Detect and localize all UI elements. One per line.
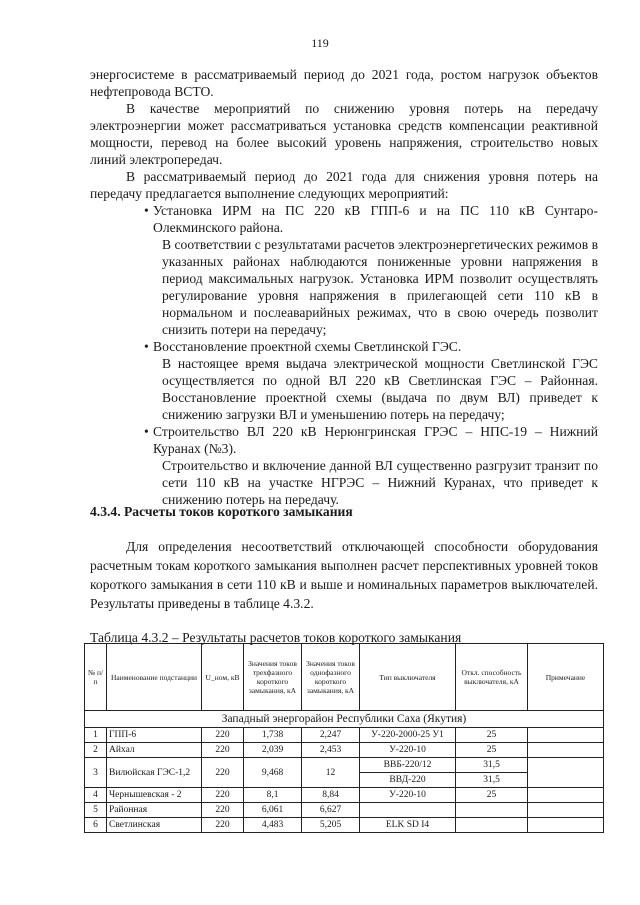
col-header-num: № п/ п: [85, 644, 107, 711]
cell-name: Районная: [107, 803, 202, 818]
cell-note: [528, 788, 604, 803]
bullet-text: Строительство и включение данной ВЛ существенно разгрузит транзит по сети 110 кВ на участке НГРЭС – Нижний Куранах, что приведет к снижению потерь на передачу.: [162, 458, 598, 507]
cell-note: [528, 818, 604, 833]
cell-note: [528, 803, 604, 818]
cell-i1: 8,84: [302, 788, 360, 803]
col-header-name: Наименование подстанции: [107, 644, 202, 711]
cell-voltage: 220: [202, 788, 244, 803]
cell-voltage: 220: [202, 818, 244, 833]
cell-breaker: [360, 803, 456, 818]
table-row: [85, 758, 604, 773]
table-caption: Таблица 4.3.2 – Результаты расчетов токов короткого замыкания: [90, 630, 462, 645]
paragraph-2: В рассматриваемый период до 2021 года для снижения уровня потерь на передачу предлагается выполнение следующих мероприятий:: [90, 169, 598, 201]
region-row: [85, 711, 604, 728]
table-row: [85, 743, 604, 758]
cell-capacity: 25: [456, 728, 528, 743]
body-text: [90, 66, 598, 508]
cell-name: Чернышевская - 2: [107, 788, 202, 803]
results-table: [84, 643, 604, 833]
bullet-icon: •: [144, 339, 149, 354]
cell-voltage: 220: [202, 743, 244, 758]
col-header-voltage: U_ном, кВ: [202, 644, 244, 711]
cell-i3: 4,483: [244, 818, 302, 833]
cell-i1: 2,453: [302, 743, 360, 758]
bullet-item-3: [90, 423, 598, 508]
bullet-icon: •: [144, 424, 149, 439]
bullet-title: Восстановление проектной схемы Светлинской ГЭС.: [153, 339, 462, 354]
cell-voltage: 220: [202, 803, 244, 818]
cell-i3: 8,1: [244, 788, 302, 803]
table-row: [85, 803, 604, 818]
cell-breaker: ВВД-220: [360, 773, 456, 788]
section-4-3-4: [90, 503, 598, 646]
col-header-i3: Значения токов трехфазного короткого замыкания, кА: [244, 644, 302, 711]
col-header-note: Примечание: [528, 644, 604, 711]
cell-capacity: [456, 818, 528, 833]
cell-note: [528, 743, 604, 758]
bullet-icon: •: [144, 203, 149, 218]
bullet-text: В настоящее время выдача электрической мощности Светлинской ГЭС осуществляется по одной ВЛ 220 кВ Светлинская ГЭС – Районная. Восстановление проектной схемы (выдача по двум ВЛ) приведет к снижению загрузки ВЛ и уменьшению потерь на передачу;: [162, 356, 598, 422]
col-header-breaker: Тип выключателя: [360, 644, 456, 711]
table-header-row: [85, 644, 604, 711]
bullet-item-1: [90, 202, 598, 338]
cell-capacity: 25: [456, 743, 528, 758]
cell-i3: 9,468: [244, 758, 302, 788]
cell-capacity: 31,5: [456, 773, 528, 788]
cell-voltage: 220: [202, 728, 244, 743]
cell-capacity: 31,5: [456, 758, 528, 773]
region-label: Западный энергорайон Республики Саха (Якутия): [85, 711, 604, 728]
cell-i3: 1,738: [244, 728, 302, 743]
cell-breaker: У-220-10: [360, 743, 456, 758]
cell-name: ГПП-6: [107, 728, 202, 743]
bullet-title: Строительство ВЛ 220 кВ Нерюнгринская ГРЭС – НПС-19 – Нижний Куранах (№3).: [153, 424, 598, 456]
table-row: [85, 788, 604, 803]
cell-num: 3: [85, 758, 107, 788]
col-header-capacity: Откл. способность выключателя, кА: [456, 644, 528, 711]
cell-i1: 2,247: [302, 728, 360, 743]
cell-i3: 6,061: [244, 803, 302, 818]
cell-name: Вилюйская ГЭС-1,2: [107, 758, 202, 788]
bullet-item-2: [90, 338, 598, 423]
cell-breaker: У-220-2000-25 У1: [360, 728, 456, 743]
page-number: 119: [311, 36, 329, 50]
cell-i1: 12: [302, 758, 360, 788]
cell-breaker: ВВБ-220/12: [360, 758, 456, 773]
cell-num: 4: [85, 788, 107, 803]
col-header-i1: Значения токов однофазного короткого замыкания, кА: [302, 644, 360, 711]
paragraph-3: Для определения несоответствий отключающей способности оборудования расчетным токам короткого замыкания выполнен расчет перспективных уровней токов короткого замыкания в сети 110 кВ и выше и номинальных параметров выключателей. Результаты приведены в таблице 4.3.2.: [90, 539, 598, 611]
cell-i3: 2,039: [244, 743, 302, 758]
table-row: [85, 818, 604, 833]
cell-i1: 6,627: [302, 803, 360, 818]
cell-i1: 5,205: [302, 818, 360, 833]
cell-note: [528, 758, 604, 788]
cell-num: 6: [85, 818, 107, 833]
cell-num: 2: [85, 743, 107, 758]
cell-name: Айхал: [107, 743, 202, 758]
cell-num: 1: [85, 728, 107, 743]
table-row: [85, 728, 604, 743]
paragraph-1: В качестве мероприятий по снижению уровня потерь на передачу электроэнергии может рассматриваться установка средств компенсации реактивной мощности, перевод на более высокий уровень напряжения, строительство новых линий электропередач.: [90, 101, 598, 167]
intro-line-1: энергосистеме в рассматриваемый период до 2021 года, ростом нагрузок объектов: [90, 67, 598, 82]
cell-breaker: У-220-10: [360, 788, 456, 803]
cell-capacity: 25: [456, 788, 528, 803]
intro-line-2: нефтепровода ВСТО.: [90, 84, 214, 99]
bullet-text: В соответствии с результатами расчетов электроэнергетических режимов в указанных районах наблюдаются пониженные уровни напряжения в период максимальных нагрузок. Установка ИРМ позволит осуществлять регулирование уровня напряжения в прилегающей сети 110 кВ в нормальном и послеаварийных режимах, что в свою очередь позволит снизить потери на передачу;: [162, 237, 598, 337]
cell-note: [528, 728, 604, 743]
cell-voltage: 220: [202, 758, 244, 788]
cell-capacity: [456, 803, 528, 818]
cell-num: 5: [85, 803, 107, 818]
bullet-title: Установка ИРМ на ПС 220 кВ ГПП-6 и на ПС 110 кВ Сунтаро-Олекминского района.: [153, 203, 598, 235]
cell-name: Светлинская: [107, 818, 202, 833]
cell-breaker: ELK SD I4: [360, 818, 456, 833]
section-heading: 4.3.4. Расчеты токов короткого замыкания: [90, 504, 353, 519]
